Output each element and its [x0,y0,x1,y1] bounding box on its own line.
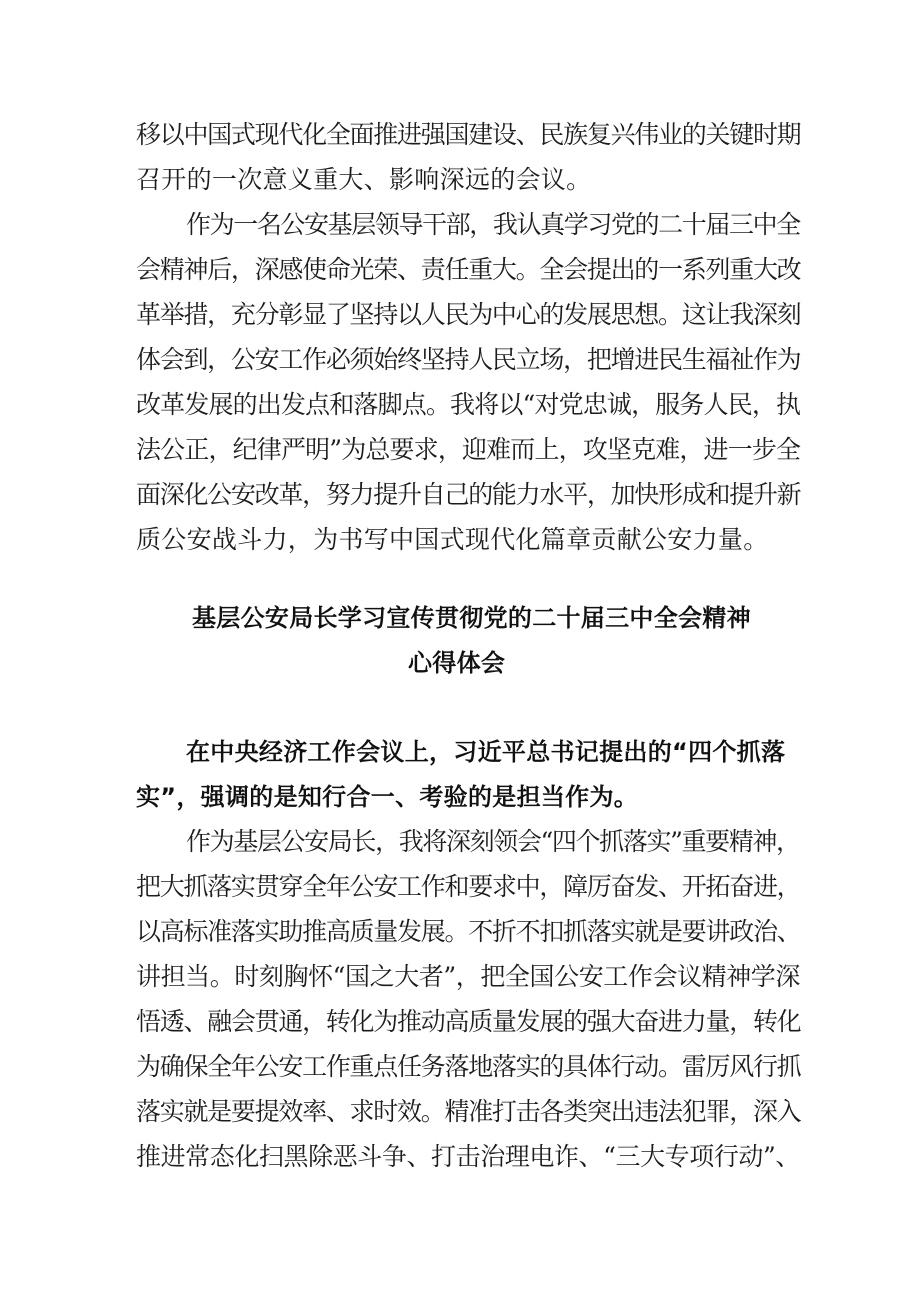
body-line: 法公正，纪律严明”为总要求，迎难而上，攻坚克难，进一步全 [136,435,801,464]
body-line: 把大抓落实贯穿全年公安工作和要求中，障厉奋发、开拓奋进， [136,872,801,901]
lead-line: 实”，强调的是知行合一、考验的是担当作为。 [136,783,639,811]
body-line: 改革发展的出发点和落脚点。我将以“对党忠诚，服务人民，执 [136,390,801,419]
body-line: 面深化公安改革，努力提升自己的能力水平，加快形成和提升新 [136,480,801,509]
body-line: 讲担当。时刻胸怀“国之大者”，把全国公安工作会议精神学深 [136,962,800,991]
article-title: 基层公安局长学习宣传贯彻党的二十届三中全会精神 [192,604,751,632]
body-line: 推进常态化扫黑除恶斗争、打击治理电诈、“三大专项行动”、 [136,1142,800,1171]
body-line: 革举措，充分彰显了坚持以人民为中心的发展思想。这让我深刻 [136,300,801,329]
body-line: 作为一名公安基层领导干部，我认真学习党的二十届三中全 [186,210,800,239]
body-line: 体会到，公安工作必须始终坚持人民立场，把增进民生福祉作为 [136,345,801,374]
body-line: 落实就是要提效率、求时效。精准打击各类突出违法犯罪，深入 [136,1097,801,1126]
body-line: 会精神后，深感使命光荣、责任重大。全会提出的一系列重大改 [136,255,801,284]
body-line: 移以中国式现代化全面推进强国建设、民族复兴伟业的关键时期 [136,120,801,149]
article-title-line2: 心得体会 [408,649,506,677]
body-line: 悟透、融会贯通，转化为推动高质量发展的强大奋进力量，转化 [136,1007,801,1036]
body-line: 以高标准落实助推高质量发展。不折不扣抓落实就是要讲政治、 [136,917,801,946]
body-line: 为确保全年公安工作重点任务落地落实的具体行动。雷厉风行抓 [136,1052,801,1081]
body-line: 召开的一次意义重大、影响深远的会议。 [136,165,592,194]
body-line: 质公安战斗力，为书写中国式现代化篇章贡献公安力量。 [136,525,769,554]
lead-line: 在中央经济工作会议上，习近平总书记提出的“四个抓落 [186,738,786,766]
body-line: 作为基层公安局长，我将深刻领会“四个抓落实”重要精神， [186,827,800,856]
